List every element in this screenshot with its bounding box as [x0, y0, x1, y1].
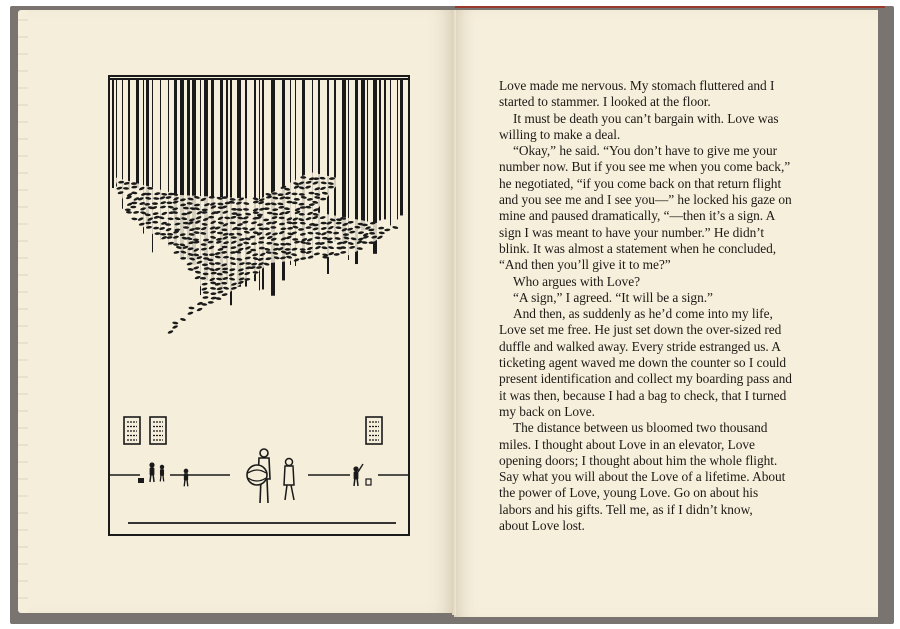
text-line: the power of Love, young Love. Go on about his: [499, 485, 759, 501]
text-line: ticketing agent waved me down the counter so I could: [499, 355, 787, 371]
figure-body: [160, 469, 164, 476]
traveler-figure-icon: [260, 449, 268, 457]
figure-leg: [357, 479, 358, 486]
text-line: “And then you’ll give it to me?”: [499, 257, 671, 273]
figure-body: [354, 472, 359, 480]
bird-mark: [167, 202, 173, 205]
woodcut-illustration: [108, 75, 410, 536]
hanging-strand: [361, 79, 365, 230]
hanging-strand: [116, 79, 117, 187]
text-line: duffle and walked away. Every stride estranged us. A: [499, 338, 781, 354]
text-line: about Love lost.: [499, 518, 585, 534]
figure-leg: [160, 476, 161, 482]
luggage-icon: [138, 478, 144, 483]
text-line: It must be death you can’t bargain with. Love was: [513, 110, 779, 126]
figure-leg: [153, 475, 154, 482]
text-line: present identification and collect my boarding pass and: [499, 371, 792, 387]
figure-leg: [163, 476, 164, 482]
traveler-figure-icon: [353, 466, 358, 471]
figure-leg: [267, 479, 268, 503]
figure-arm: [358, 464, 363, 472]
story-text: [499, 78, 799, 534]
text-line: started to stammer. I looked at the floor.: [499, 94, 711, 110]
traveler-figure-icon: [149, 462, 154, 467]
bird-mark: [321, 222, 327, 225]
text-line: he negotiated, “if you come back on that return flight: [499, 175, 782, 191]
hanging-strand: [400, 79, 403, 215]
figure-body: [150, 468, 155, 476]
text-line: my back on Love.: [499, 403, 595, 419]
hanging-strand: [397, 79, 398, 219]
text-line: and you see me and I see you—” he locked his gaze on: [499, 192, 792, 208]
text-line: number now. But if you see me when you come back,”: [499, 159, 791, 175]
bird-mark: [272, 192, 278, 195]
text-line: it was then, because I had a bag to check, that I turned: [499, 387, 787, 403]
figure-leg: [150, 475, 151, 482]
text-line: “A sign,” I agreed. “It will be a sign.”: [513, 289, 713, 305]
text-line: “Okay,” he said. “You don’t have to give me your: [513, 143, 777, 159]
traveler-figure-icon: [286, 459, 293, 466]
luggage-icon: [366, 479, 371, 485]
hanging-strand: [379, 79, 381, 220]
hanging-strand: [390, 79, 391, 227]
hanging-strand: [367, 79, 368, 223]
text-line: Say what you will about the Love of a lifetime. About: [499, 469, 786, 485]
illustration-canvas: [110, 77, 408, 534]
bird-mark: [231, 236, 237, 239]
figure-leg: [285, 485, 287, 500]
hanging-strand: [271, 79, 275, 296]
hanging-strand: [112, 79, 114, 188]
text-line: mine and paused dramatically, “—then it’s a sign. A: [499, 208, 776, 224]
hanging-strand: [128, 79, 130, 190]
text-line: Who argues with Love?: [513, 273, 640, 289]
text-line: And then, as suddenly as he’d come into my life,: [513, 306, 773, 322]
figure-leg: [354, 479, 355, 486]
figure-leg: [184, 480, 185, 486]
text-line: opening doors; I thought about him the whole flight.: [499, 452, 778, 468]
text-line: miles. I thought about Love in an elevator, Love: [499, 436, 755, 452]
traveler-coat: [284, 466, 294, 485]
bird-mark: [131, 202, 137, 205]
cover-edge: [455, 6, 885, 8]
text-line: willing to make a deal.: [499, 126, 621, 142]
book-gutter: [452, 10, 456, 615]
hanging-strand: [136, 79, 139, 188]
figure-leg: [187, 480, 188, 486]
figure-body: [184, 473, 188, 480]
hanging-strand: [384, 79, 386, 219]
text-line: Love made me nervous. My stomach fluttered and I: [499, 78, 775, 93]
traveler-figure-icon: [184, 469, 189, 474]
text-line: sign I was meant to have your number.” He didn’t: [499, 224, 765, 240]
text-line: blink. It was almost a statement when he concluded,: [499, 240, 777, 256]
figure-leg: [291, 485, 294, 500]
bird-mark: [292, 238, 298, 241]
duffle-bag-icon: [247, 465, 267, 485]
traveler-figure-icon: [160, 465, 164, 469]
text-line: labors and his gifts. Tell me, as if I didn’t know,: [499, 501, 753, 517]
text-line: Love set me free. He just set down the over-sized red: [499, 322, 782, 338]
text-line: The distance between us bloomed two thousand: [513, 420, 768, 436]
